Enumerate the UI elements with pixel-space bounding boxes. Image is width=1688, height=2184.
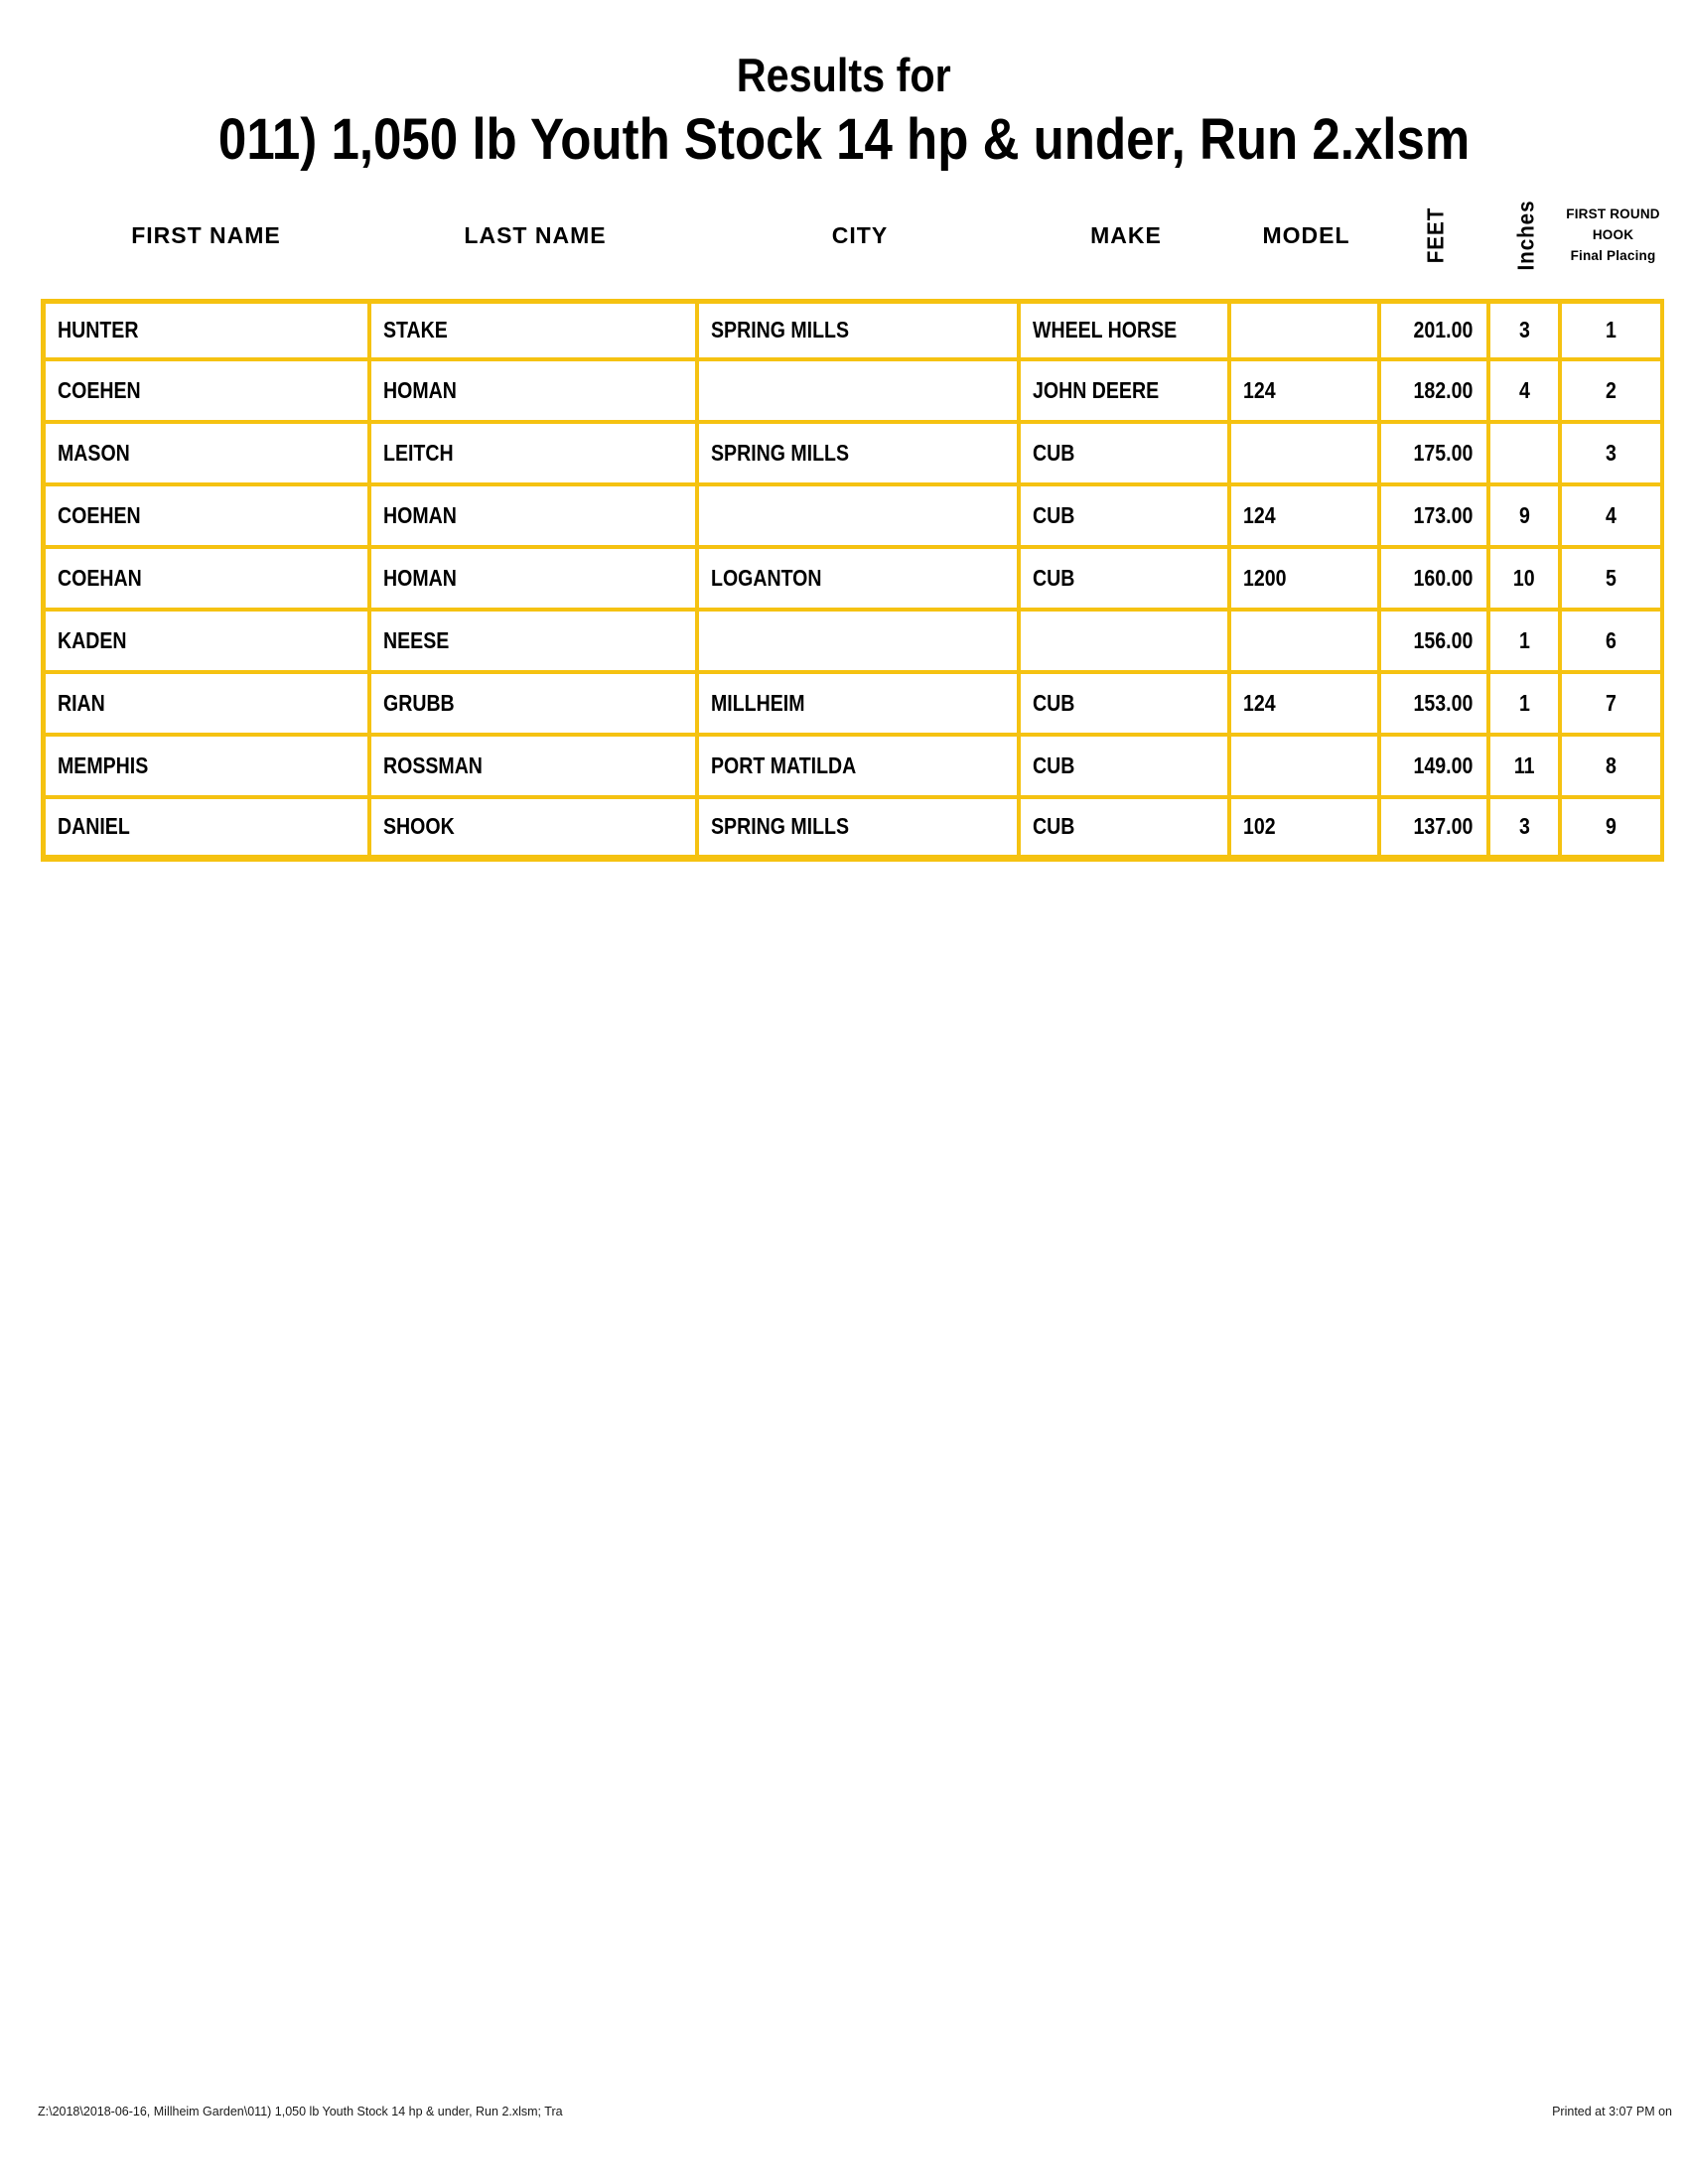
cell-final-placing: 4 [1562,486,1664,549]
cell-city: MILLHEIM [699,674,1021,737]
cell-inches [1490,424,1562,486]
cell-feet: 149.00 [1381,737,1490,799]
column-header-feet [1381,173,1490,299]
cell-city: PORT MATILDA [699,737,1021,799]
page-title [0,50,1688,102]
cell-city [699,361,1021,424]
column-header-inches-text: Inches [1512,200,1539,271]
cell-feet: 153.00 [1381,674,1490,737]
cell-inches: 9 [1490,486,1562,549]
cell-feet: 156.00 [1381,612,1490,674]
cell-city [699,486,1021,549]
cell-feet: 201.00 [1381,299,1490,361]
cell-final-placing: 1 [1562,299,1664,361]
table-header-row [41,173,1664,299]
cell-make: WHEEL HORSE [1021,299,1231,361]
cell-first-name: MEMPHIS [41,737,371,799]
cell-last-name: LEITCH [371,424,699,486]
cell-make: CUB [1021,737,1231,799]
table-row [41,361,1664,424]
table-row [41,612,1664,674]
cell-first-name: RIAN [41,674,371,737]
cell-first-name: KADEN [41,612,371,674]
cell-make: CUB [1021,799,1231,862]
table-row [41,674,1664,737]
page-title-text: Results for [736,49,952,101]
column-header-model: MODEL [1262,221,1350,248]
cell-first-name: DANIEL [41,799,371,862]
column-header-make: MAKE [1090,221,1162,248]
cell-last-name: HOMAN [371,361,699,424]
cell-inches: 10 [1490,549,1562,612]
cell-make: CUB [1021,549,1231,612]
table-body [41,299,1664,862]
cell-last-name: STAKE [371,299,699,361]
cell-city: SPRING MILLS [699,799,1021,862]
table-row [41,424,1664,486]
cell-inches: 4 [1490,361,1562,424]
table-row [41,737,1664,799]
cell-last-name: ROSSMAN [371,737,699,799]
cell-model: 124 [1231,486,1381,549]
cell-inches: 3 [1490,299,1562,361]
cell-model [1231,424,1381,486]
table-row [41,549,1664,612]
column-header-final-placing-line2: HOOK [1592,226,1634,242]
cell-final-placing: 9 [1562,799,1664,862]
column-header-inches [1490,173,1562,299]
cell-last-name: HOMAN [371,549,699,612]
cell-model: 124 [1231,361,1381,424]
cell-first-name: COEHEN [41,361,371,424]
page-subtitle [0,108,1688,173]
page-subtitle-text: 011) 1,050 lb Youth Stock 14 hp & under, Run 2.xlsm [217,106,1471,172]
cell-final-placing: 3 [1562,424,1664,486]
cell-model [1231,299,1381,361]
cell-first-name: HUNTER [41,299,371,361]
cell-first-name: MASON [41,424,371,486]
cell-city: SPRING MILLS [699,424,1021,486]
cell-model: 124 [1231,674,1381,737]
cell-inches: 11 [1490,737,1562,799]
cell-model: 102 [1231,799,1381,862]
cell-feet: 160.00 [1381,549,1490,612]
footer-printed-at: Printed at 3:07 PM on [1552,2105,1672,2118]
cell-last-name: SHOOK [371,799,699,862]
cell-make: CUB [1021,424,1231,486]
results-table [41,173,1664,862]
cell-final-placing: 2 [1562,361,1664,424]
cell-inches: 1 [1490,674,1562,737]
title-block [0,0,1688,173]
cell-final-placing: 6 [1562,612,1664,674]
column-header-city: CITY [831,221,889,248]
cell-make: JOHN DEERE [1021,361,1231,424]
column-header-feet-text: FEET [1422,206,1449,264]
cell-model [1231,737,1381,799]
cell-last-name: HOMAN [371,486,699,549]
cell-feet: 175.00 [1381,424,1490,486]
cell-feet: 137.00 [1381,799,1490,862]
cell-first-name: COEHAN [41,549,371,612]
cell-make: CUB [1021,486,1231,549]
cell-inches: 1 [1490,612,1562,674]
cell-feet: 182.00 [1381,361,1490,424]
table-row [41,486,1664,549]
cell-first-name: COEHEN [41,486,371,549]
column-header-final-placing-line1: FIRST ROUND [1566,205,1660,221]
table-row [41,299,1664,361]
cell-inches: 3 [1490,799,1562,862]
cell-city [699,612,1021,674]
cell-final-placing: 8 [1562,737,1664,799]
column-header-first-name: FIRST NAME [131,221,281,248]
cell-feet: 173.00 [1381,486,1490,549]
cell-make [1021,612,1231,674]
cell-city: SPRING MILLS [699,299,1021,361]
cell-last-name: NEESE [371,612,699,674]
cell-city: LOGANTON [699,549,1021,612]
column-header-last-name: LAST NAME [464,221,607,248]
cell-model [1231,612,1381,674]
table-row [41,799,1664,862]
cell-final-placing: 5 [1562,549,1664,612]
cell-model: 1200 [1231,549,1381,612]
column-header-final-placing-line3: Final Placing [1570,247,1656,263]
footer-file-path: Z:\2018\2018-06-16, Millheim Garden\011) 1,050 lb Youth Stock 14 hp & under, Run 2.xlsm; Tra [38,2105,563,2118]
column-header-final-placing [1562,173,1664,299]
cell-last-name: GRUBB [371,674,699,737]
cell-make: CUB [1021,674,1231,737]
cell-final-placing: 7 [1562,674,1664,737]
